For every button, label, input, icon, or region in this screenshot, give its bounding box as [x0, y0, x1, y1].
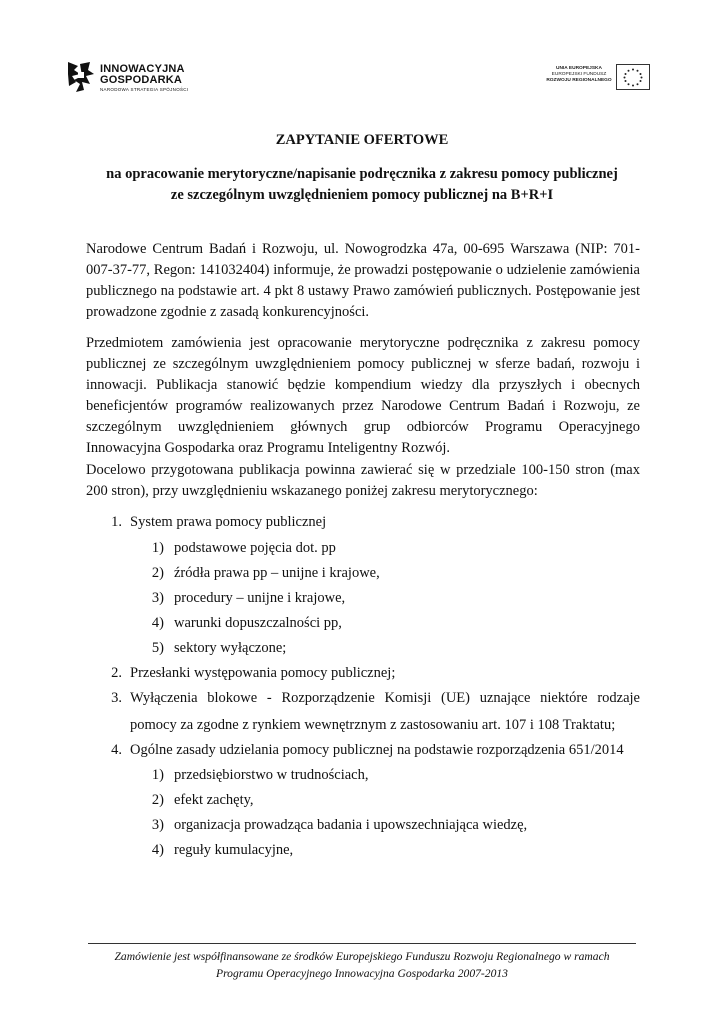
logo-mark-icon [66, 60, 96, 94]
eu-logo-text [546, 66, 612, 84]
sub-list-item-number: 3) [151, 590, 164, 606]
paragraph-intro: Narodowe Centrum Badań i Rozwoju, ul. Nowogrodzka 47a, 00-695 Warszawa (NIP: 701-007-37-77, Regon: 141032404) informuje, że prowadzi postępowanie o udzielenie zamówienia publicznego na podstawie art. 4 pkt 8 ustawy Prawo zamówień publicznych. Postępowanie jest prowadzone zgodnie z zasadą konkurencyjności. [86, 241, 640, 320]
footer-line-1: Zamówienie jest współfinansowane ze środków Europejskiego Funduszu Rozwoju Regionalnego w ramach [114, 950, 610, 963]
list-item-number: 3. [111, 690, 122, 706]
list-item-number: 1. [111, 514, 122, 530]
sub-list-item-number: 3) [151, 817, 164, 833]
document-title: ZAPYTANIE OFERTOWE [275, 132, 449, 148]
sub-list-item-number: 4) [151, 842, 164, 858]
list-item-number: 4. [111, 742, 122, 758]
sub-list-item-number: 1) [151, 767, 164, 783]
sub-list-item-text: efekt zachęty, [174, 792, 254, 808]
sub-list-item-text: reguły kumulacyjne, [174, 842, 294, 858]
logo-line-1: INNOWACYJNA [100, 63, 185, 75]
list-item-text: System prawa pomocy publicznej [130, 514, 327, 530]
list-item-number: 2. [111, 665, 122, 681]
sub-list-item-number: 4) [151, 615, 164, 631]
footer [0, 948, 724, 982]
eu-flag-icon [616, 64, 650, 90]
document-subtitle-line-2: ze szczególnym uwzględnieniem pomocy publicznej na B+R+I [170, 187, 554, 203]
sub-list-item-text: przedsiębiorstwo w trudnościach, [174, 767, 369, 783]
sub-list-item-text: procedury – unijne i krajowe, [174, 590, 346, 606]
sub-list-item-number: 1) [151, 540, 164, 556]
footer-line-2: Programu Operacyjnego Innowacyjna Gospodarka 2007-2013 [216, 967, 508, 980]
paragraph-subject: Przedmiotem zamówienia jest opracowanie merytoryczne podręcznika z zakresu pomocy publicznej ze szczególnym uwzględnieniem pomocy publicznej w sferze badań, rozwoju i innowacji. Publikacja stanowić będzie kompendium wiedzy dla przyszłych i obecnych beneficjentów programów realizowanych przez Narodowe Centrum Badań i Rozwoju, ze szczególnym uwzględnieniem głównych grup odbiorców Programu Operacyjnego Innowacyjna Gospodarka oraz Programu Inteligentny Rozwój. [86, 335, 640, 456]
sub-list-item-text: podstawowe pojęcia dot. pp [174, 540, 336, 556]
innowacyjna-gospodarka-logo [66, 60, 216, 100]
sub-list-item-text: organizacja prowadząca badania i upowszechniająca wiedzę, [174, 817, 528, 833]
logo-line-2: GOSPODARKA [100, 74, 183, 86]
eu-logo-line-3: ROZWOJU REGIONALNEGO [546, 78, 612, 83]
eu-logo-line-2: EUROPEJSKI FUNDUSZ [551, 72, 607, 77]
footer-divider [88, 943, 636, 944]
eu-logo [546, 64, 650, 92]
eu-logo-line-1: UNIA EUROPEJSKA [556, 66, 602, 71]
sub-list-item-text: źródła prawa pp – unijne i krajowe, [174, 565, 380, 581]
sub-list-item-text: warunki dopuszczalności pp, [174, 615, 342, 631]
logo-line-3: NARODOWA STRATEGIA SPÓJNOŚCI [100, 87, 189, 92]
list-item-text: Wyłączenia blokowe - Rozporządzenie Komisji (UE) uznające niektóre rodzaje pomocy za zgodne z rynkiem wewnętrznym z zastosowaniu art. 107 i 108 Traktatu; [130, 690, 640, 733]
sub-list-item-number: 5) [151, 640, 164, 656]
paragraph-scope: Docelowo przygotowana publikacja powinna zawierać się w przedziale 100-150 stron (max 200 stron), przy uwzględnieniu wskazanego poniżej zakresu merytorycznego: [86, 462, 640, 499]
list-item-text: Przesłanki występowania pomocy publicznej; [130, 665, 396, 681]
list-item-text: Ogólne zasady udzielania pomocy publicznej na podstawie rozporządzenia 651/2014 [130, 742, 624, 758]
sub-list-item-number: 2) [151, 565, 164, 581]
document-subtitle-line-1: na opracowanie merytoryczne/napisanie podręcznika z zakresu pomocy publicznej [106, 166, 618, 182]
sub-list-item-text: sektory wyłączone; [174, 640, 287, 656]
sub-list-item-number: 2) [151, 792, 164, 808]
